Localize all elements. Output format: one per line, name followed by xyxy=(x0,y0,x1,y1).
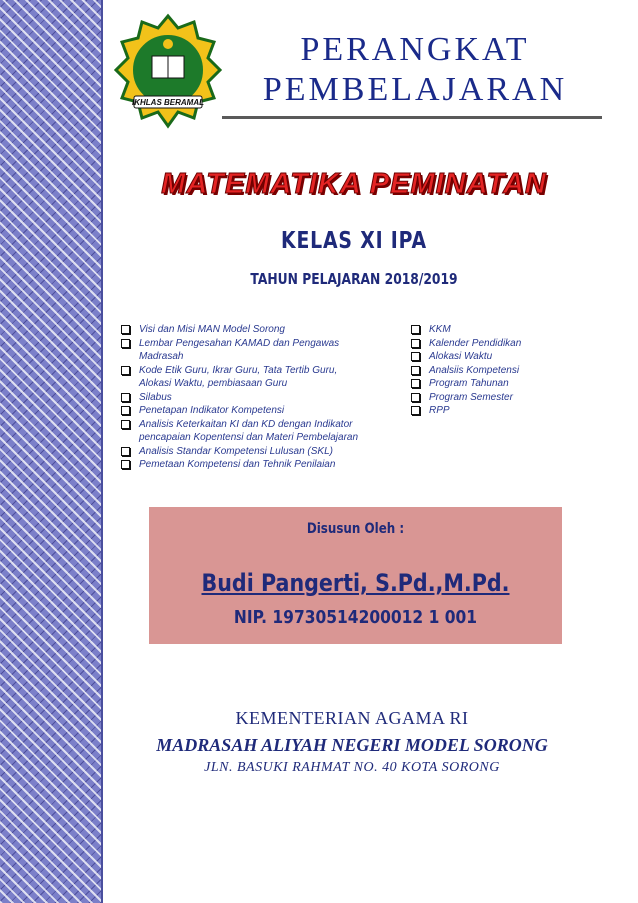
checkbox-icon xyxy=(411,379,420,388)
title-underline xyxy=(222,116,602,119)
checklist-item: Kode Etik Guru, Ikrar Guru, Tata Tertib Guru, Alokasi Waktu, pembiasaan Guru xyxy=(121,364,371,391)
checklist-item: Program Semester xyxy=(411,391,591,405)
document-title xyxy=(230,30,600,110)
checkbox-icon xyxy=(411,393,420,402)
checklist-item: Penetapan Indikator Kompetensi xyxy=(121,404,371,418)
checkbox-icon xyxy=(411,366,420,375)
checklist-item: Visi dan Misi MAN Model Sorong xyxy=(121,323,371,337)
checklist-item: Analsiis Kompetensi xyxy=(411,364,591,378)
checkbox-icon xyxy=(411,406,420,415)
checklist-item: Lembar Pengesahan KAMAD dan Pengawas Madrasah xyxy=(121,337,371,364)
document-checklist-right xyxy=(411,323,591,418)
checklist-item: Silabus xyxy=(121,391,371,405)
checklist-item: RPP xyxy=(411,404,591,418)
author-name: Budi Pangerti, S.Pd.,M.Pd. xyxy=(201,569,510,597)
checklist-item: KKM xyxy=(411,323,591,337)
checkbox-icon xyxy=(121,366,130,375)
title-line-1: PERANGKAT xyxy=(300,31,530,68)
class-label: KELAS XI IPA xyxy=(281,228,427,254)
checklist-item: Analisis Keterkaitan KI dan KD dengan Indikator pencapaian Kopentensi dan Materi Pembelajaran xyxy=(121,418,371,445)
author-nip: NIP. 19730514200012 1 001 xyxy=(233,607,478,628)
academic-year: TAHUN PELAJARAN 2018/2019 xyxy=(250,270,458,288)
logo-motto: IKHLAS BERAMAL xyxy=(132,98,204,107)
checklist-item: Alokasi Waktu xyxy=(411,350,591,364)
checkbox-icon xyxy=(121,339,130,348)
checkbox-icon xyxy=(411,339,420,348)
checklist-item: Pemetaan Kompetensi dan Tehnik Penilaian xyxy=(121,458,371,472)
author-box xyxy=(149,507,562,644)
school-address: JLN. BASUKI RAHMAT NO. 40 KOTA SORONG xyxy=(204,760,500,775)
checkbox-icon xyxy=(121,393,130,402)
checkbox-icon xyxy=(411,325,420,334)
checkbox-icon xyxy=(121,325,130,334)
ministry-name: KEMENTERIAN AGAMA RI xyxy=(235,708,469,728)
checkbox-icon xyxy=(411,352,420,361)
subject-title: MATEMATIKA PEMINATAN xyxy=(161,168,547,200)
author-label: Disusun Oleh : xyxy=(306,521,405,537)
decorative-side-pattern xyxy=(0,0,103,903)
school-name: MADRASAH ALIYAH NEGERI MODEL SORONG xyxy=(156,735,548,755)
checkbox-icon xyxy=(121,447,130,456)
checkbox-icon xyxy=(121,420,130,429)
kementerian-agama-logo xyxy=(112,12,224,132)
checkbox-icon xyxy=(121,460,130,469)
checkbox-icon xyxy=(121,406,130,415)
document-checklist-left xyxy=(121,323,371,472)
title-line-2: PEMBELAJARAN xyxy=(262,71,568,108)
checklist-item: Kalender Pendidikan xyxy=(411,337,591,351)
checklist-item: Program Tahunan xyxy=(411,377,591,391)
checklist-item: Analisis Standar Kompetensi Lulusan (SKL) xyxy=(121,445,371,459)
